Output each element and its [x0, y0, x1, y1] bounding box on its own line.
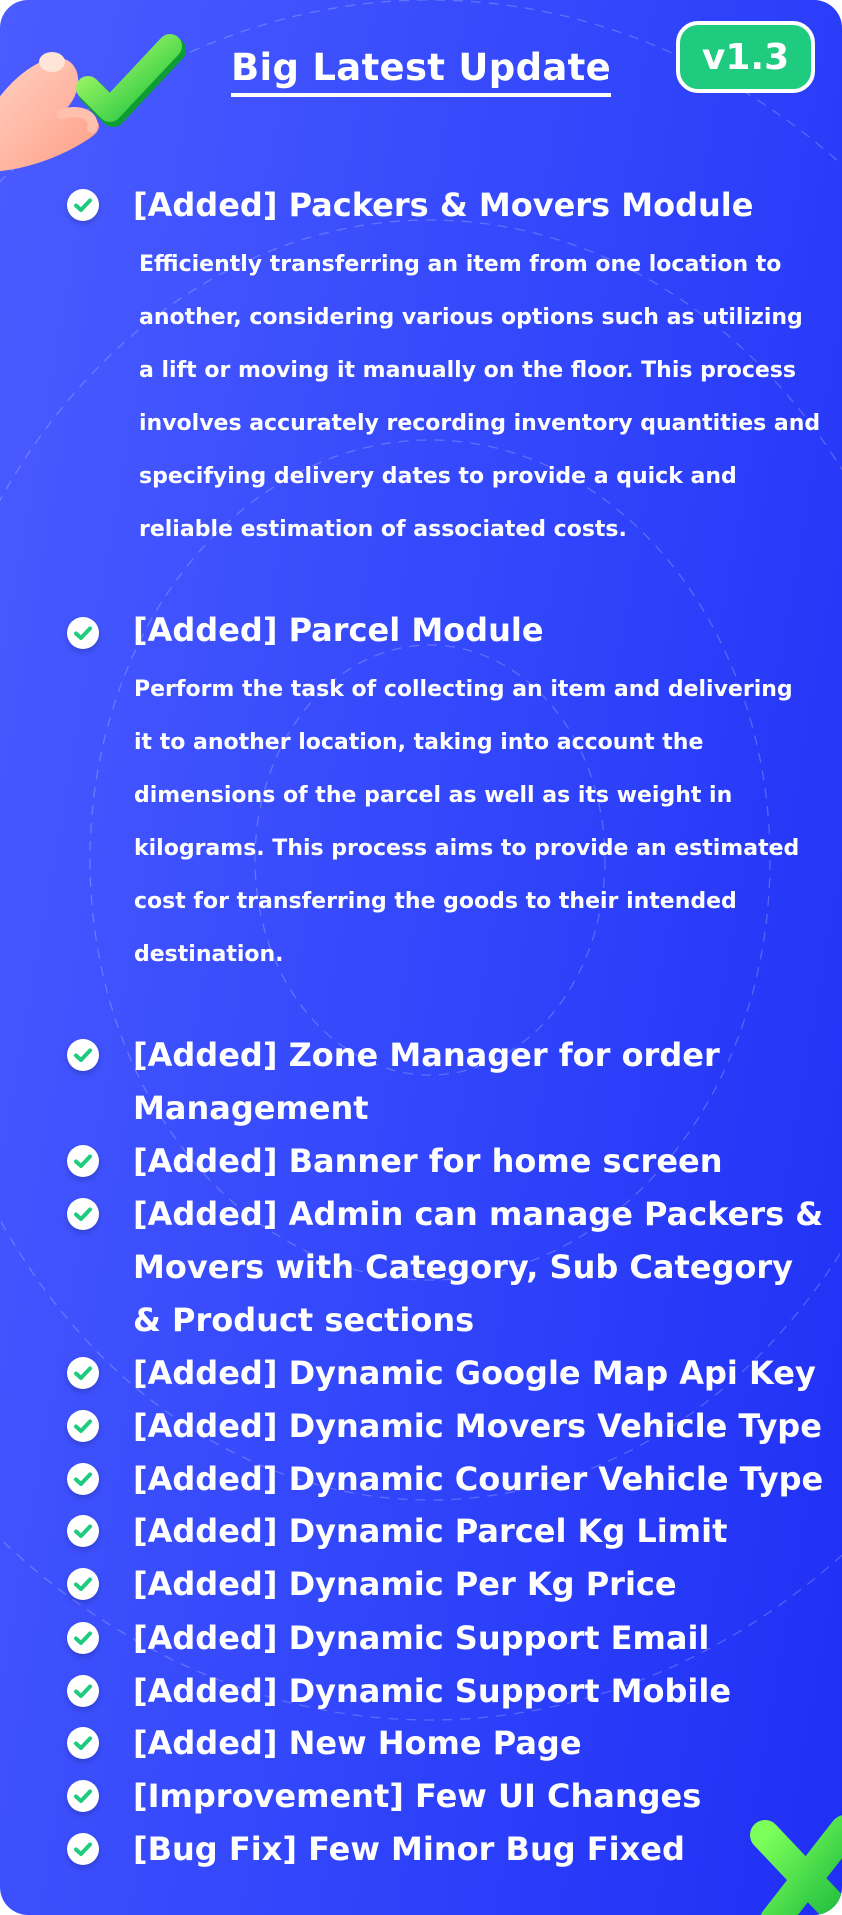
- section-description-parcel: [134, 663, 824, 981]
- check-circle-icon: [67, 1463, 99, 1495]
- page-title: Big Latest Update: [0, 46, 842, 97]
- change-item: [133, 1453, 833, 1506]
- change-item-line: [Added] New Home Page: [133, 1724, 582, 1762]
- check-circle-icon: [67, 189, 99, 221]
- change-item-line: [Bug Fix] Few Minor Bug Fixed: [133, 1830, 685, 1868]
- description-line: Efficiently transferring an item from one location to: [139, 252, 782, 277]
- change-item-line: [Added] Dynamic Google Map Api Key: [133, 1354, 816, 1392]
- change-item: [133, 1612, 833, 1665]
- change-item-line: [Added] Banner for home screen: [133, 1142, 723, 1180]
- description-line: reliable estimation of associated costs.: [139, 517, 627, 542]
- check-circle-icon: [67, 1515, 99, 1547]
- description-line: destination.: [134, 942, 284, 967]
- description-line: another, considering various options such as utilizing: [139, 305, 803, 330]
- check-circle-icon: [67, 1410, 99, 1442]
- description-line: Perform the task of collecting an item and delivering: [134, 677, 793, 702]
- check-circle-icon: [67, 1568, 99, 1600]
- change-item-line: [Added] Dynamic Per Kg Price: [133, 1565, 677, 1603]
- change-item-line: [Added] Dynamic Parcel Kg Limit: [133, 1512, 728, 1550]
- change-item: [133, 1347, 833, 1400]
- green-x-icon: [745, 1810, 842, 1915]
- section-description-packers-movers: [139, 238, 839, 556]
- check-circle-icon: [67, 1727, 99, 1759]
- change-item-line: [Added] Dynamic Movers Vehicle Type: [133, 1407, 822, 1445]
- check-circle-icon: [67, 1039, 99, 1071]
- description-line: kilograms. This process aims to provide an estimated: [134, 836, 800, 861]
- description-line: cost for transferring the goods to their intended: [134, 889, 737, 914]
- check-circle-icon: [67, 617, 99, 649]
- check-circle-icon: [67, 1780, 99, 1812]
- change-item: [133, 1558, 833, 1611]
- change-item: [133, 1823, 833, 1876]
- change-item: [133, 1665, 833, 1718]
- description-line: involves accurately recording inventory quantities and: [139, 411, 821, 436]
- change-item-line: [Added] Dynamic Support Mobile: [133, 1672, 732, 1710]
- change-item-line: Management: [133, 1089, 369, 1127]
- change-item-line: [Added] Admin can manage Packers &: [133, 1195, 824, 1233]
- version-badge: v1.3: [676, 21, 815, 93]
- change-item-line: [Added] Zone Manager for order: [133, 1036, 720, 1074]
- change-item-line: & Product sections: [133, 1301, 475, 1339]
- change-item: [133, 1770, 833, 1823]
- check-circle-icon: [67, 1833, 99, 1865]
- check-circle-icon: [67, 1145, 99, 1177]
- description-line: a lift or moving it manually on the floor. This process: [139, 358, 796, 383]
- check-circle-icon: [67, 1357, 99, 1389]
- check-circle-icon: [67, 1675, 99, 1707]
- description-line: dimensions of the parcel as well as its weight in: [134, 783, 733, 808]
- change-item: [133, 1135, 833, 1188]
- change-item-line: [Added] Dynamic Support Email: [133, 1619, 710, 1657]
- description-line: it to another location, taking into account the: [134, 730, 704, 755]
- change-item: [133, 1188, 833, 1347]
- change-item: [133, 1717, 833, 1770]
- section-heading-packers-movers: [Added] Packers & Movers Module: [133, 186, 754, 224]
- change-item: [133, 1400, 833, 1453]
- change-item: [133, 1505, 833, 1558]
- section-heading-parcel: [Added] Parcel Module: [133, 611, 544, 649]
- check-circle-icon: [67, 1198, 99, 1230]
- change-item-line: [Added] Dynamic Courier Vehicle Type: [133, 1460, 824, 1498]
- description-line: specifying delivery dates to provide a quick and: [139, 464, 737, 489]
- change-item: [133, 1029, 833, 1135]
- change-item-line: Movers with Category, Sub Category: [133, 1248, 794, 1286]
- change-item-line: [Improvement] Few UI Changes: [133, 1777, 702, 1815]
- check-circle-icon: [67, 1622, 99, 1654]
